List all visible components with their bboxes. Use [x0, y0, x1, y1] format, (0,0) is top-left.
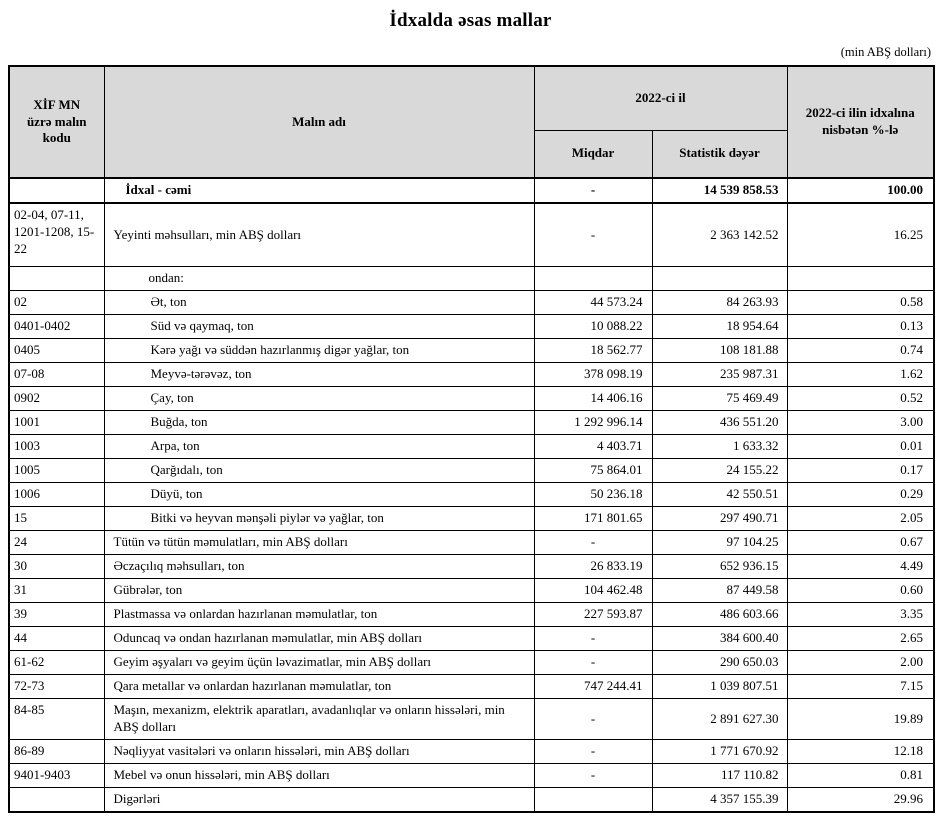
cell-name: Buğda, ton [104, 411, 534, 435]
cell-name: Qara metallar və onlardan hazırlanan məmulatlar, ton [104, 675, 534, 699]
cell-name: İdxal - cəmi [104, 178, 534, 203]
cell-percent: 4.49 [787, 555, 934, 579]
cell-name: Meyvə-tərəvəz, ton [104, 363, 534, 387]
cell-value: 2 363 142.52 [652, 203, 787, 267]
cell-quantity: 44 573.24 [534, 291, 652, 315]
table-row [9, 363, 934, 387]
cell-code: 0405 [9, 339, 104, 363]
cell-quantity: - [534, 651, 652, 675]
cell-quantity: 747 244.41 [534, 675, 652, 699]
cell-code [9, 178, 104, 203]
cell-value: 1 633.32 [652, 435, 787, 459]
cell-value: 87 449.58 [652, 579, 787, 603]
cell-name: ondan: [104, 267, 534, 291]
cell-code: 72-73 [9, 675, 104, 699]
cell-value: 117 110.82 [652, 764, 787, 788]
table-row [9, 387, 934, 411]
cell-name: Ət, ton [104, 291, 534, 315]
cell-name: Nəqliyyat vasitələri və onların hissələri, min ABŞ dolları [104, 740, 534, 764]
cell-quantity: 1 292 996.14 [534, 411, 652, 435]
table-row [9, 603, 934, 627]
page-title: İdxalda əsas mallar [389, 10, 552, 31]
cell-name: Gübrələr, ton [104, 579, 534, 603]
cell-percent: 19.89 [787, 699, 934, 740]
cell-quantity: 10 088.22 [534, 315, 652, 339]
cell-name: Bitki və heyvan mənşəli piylər və yağlar, ton [104, 507, 534, 531]
table-row [9, 459, 934, 483]
table-row [9, 411, 934, 435]
cell-name: Çay, ton [104, 387, 534, 411]
cell-quantity: 4 403.71 [534, 435, 652, 459]
cell-percent: 100.00 [787, 178, 934, 203]
cell-code: 61-62 [9, 651, 104, 675]
cell-code: 07-08 [9, 363, 104, 387]
table-body [9, 178, 934, 812]
cell-quantity: - [534, 203, 652, 267]
cell-percent: 0.13 [787, 315, 934, 339]
cell-quantity: - [534, 740, 652, 764]
cell-value: 84 263.93 [652, 291, 787, 315]
cell-value: 235 987.31 [652, 363, 787, 387]
cell-percent: 2.00 [787, 651, 934, 675]
cell-percent: 16.25 [787, 203, 934, 267]
cell-percent: 3.00 [787, 411, 934, 435]
cell-code: 86-89 [9, 740, 104, 764]
cell-percent: 0.01 [787, 435, 934, 459]
cell-percent: 29.96 [787, 788, 934, 812]
cell-percent: 7.15 [787, 675, 934, 699]
cell-quantity: - [534, 531, 652, 555]
cell-name: Əczaçılıq məhsulları, ton [104, 555, 534, 579]
table-row [9, 267, 934, 291]
cell-code: 0401-0402 [9, 315, 104, 339]
cell-quantity: - [534, 627, 652, 651]
cell-value: 108 181.88 [652, 339, 787, 363]
cell-quantity: 50 236.18 [534, 483, 652, 507]
cell-name: Süd və qaymaq, ton [104, 315, 534, 339]
table-row [9, 203, 934, 267]
cell-percent: 2.05 [787, 507, 934, 531]
cell-name: Düyü, ton [104, 483, 534, 507]
cell-percent: 0.67 [787, 531, 934, 555]
table-row [9, 483, 934, 507]
cell-code: 02-04, 07-11, 1201-1208, 15-22 [9, 203, 104, 267]
unit-note: (min ABŞ dolları) [840, 45, 931, 59]
table-row [9, 315, 934, 339]
cell-percent [787, 267, 934, 291]
header-year-group: 2022-ci il [534, 66, 787, 130]
cell-value: 436 551.20 [652, 411, 787, 435]
cell-value: 652 936.15 [652, 555, 787, 579]
cell-quantity: - [534, 764, 652, 788]
cell-value: 42 550.51 [652, 483, 787, 507]
cell-name: Arpa, ton [104, 435, 534, 459]
table-row [9, 764, 934, 788]
cell-quantity [534, 267, 652, 291]
cell-name: Mebel və onun hissələri, min ABŞ dolları [104, 764, 534, 788]
cell-code: 30 [9, 555, 104, 579]
cell-value: 14 539 858.53 [652, 178, 787, 203]
cell-value: 24 155.22 [652, 459, 787, 483]
cell-quantity [534, 788, 652, 812]
cell-name: Geyim əşyaları və geyim üçün ləvazimatlar, min ABŞ dolları [104, 651, 534, 675]
table-row [9, 555, 934, 579]
cell-value: 290 650.03 [652, 651, 787, 675]
cell-percent: 3.35 [787, 603, 934, 627]
cell-name: Digərləri [104, 788, 534, 812]
cell-quantity: - [534, 699, 652, 740]
cell-percent: 1.62 [787, 363, 934, 387]
cell-name: Tütün və tütün məmulatları, min ABŞ dolları [104, 531, 534, 555]
cell-value: 75 469.49 [652, 387, 787, 411]
table-row [9, 531, 934, 555]
table-row [9, 579, 934, 603]
cell-code: 1003 [9, 435, 104, 459]
header-quantity: Miqdar [534, 130, 652, 178]
cell-percent: 2.65 [787, 627, 934, 651]
cell-value [652, 267, 787, 291]
table-row [9, 788, 934, 812]
header-stat-value: Statistik dəyər [652, 130, 787, 178]
cell-value: 297 490.71 [652, 507, 787, 531]
cell-quantity: 378 098.19 [534, 363, 652, 387]
cell-name: Plastmassa və onlardan hazırlanan məmulatlar, ton [104, 603, 534, 627]
cell-quantity: 14 406.16 [534, 387, 652, 411]
cell-percent: 0.74 [787, 339, 934, 363]
table-row [9, 675, 934, 699]
cell-percent: 12.18 [787, 740, 934, 764]
cell-value: 486 603.66 [652, 603, 787, 627]
header-code: XİF MN üzrə malın kodu [9, 66, 104, 178]
cell-percent: 0.52 [787, 387, 934, 411]
cell-code: 84-85 [9, 699, 104, 740]
cell-code: 24 [9, 531, 104, 555]
cell-quantity: 171 801.65 [534, 507, 652, 531]
cell-code: 44 [9, 627, 104, 651]
cell-percent: 0.60 [787, 579, 934, 603]
cell-code: 02 [9, 291, 104, 315]
cell-code: 9401-9403 [9, 764, 104, 788]
cell-quantity: 18 562.77 [534, 339, 652, 363]
table-row [9, 740, 934, 764]
cell-percent: 0.29 [787, 483, 934, 507]
header-percent: 2022-ci ilin idxalına nisbətən %-lə [787, 66, 934, 178]
cell-value: 18 954.64 [652, 315, 787, 339]
cell-value: 384 600.40 [652, 627, 787, 651]
cell-value: 2 891 627.30 [652, 699, 787, 740]
cell-value: 97 104.25 [652, 531, 787, 555]
table-header [9, 66, 934, 178]
table-row [9, 627, 934, 651]
cell-code: 1006 [9, 483, 104, 507]
cell-quantity: - [534, 178, 652, 203]
table-row [9, 339, 934, 363]
cell-name: Kərə yağı və süddən hazırlanmış digər yağlar, ton [104, 339, 534, 363]
cell-quantity: 104 462.48 [534, 579, 652, 603]
cell-code: 31 [9, 579, 104, 603]
cell-code [9, 788, 104, 812]
cell-code [9, 267, 104, 291]
table-row [9, 507, 934, 531]
cell-percent: 0.58 [787, 291, 934, 315]
cell-value: 4 357 155.39 [652, 788, 787, 812]
table-row [9, 178, 934, 203]
cell-code: 15 [9, 507, 104, 531]
imports-table [8, 65, 935, 813]
cell-percent: 0.81 [787, 764, 934, 788]
header-name: Malın adı [104, 66, 534, 178]
cell-value: 1 039 807.51 [652, 675, 787, 699]
table-row [9, 699, 934, 740]
cell-quantity: 227 593.87 [534, 603, 652, 627]
cell-name: Maşın, mexanizm, elektrik aparatları, avadanlıqlar və onların hissələri, min ABŞ dolları [104, 699, 534, 740]
cell-code: 0902 [9, 387, 104, 411]
cell-name: Yeyinti məhsulları, min ABŞ dolları [104, 203, 534, 267]
cell-percent: 0.17 [787, 459, 934, 483]
cell-code: 1005 [9, 459, 104, 483]
table-row [9, 435, 934, 459]
cell-code: 1001 [9, 411, 104, 435]
cell-value: 1 771 670.92 [652, 740, 787, 764]
cell-code: 39 [9, 603, 104, 627]
cell-quantity: 75 864.01 [534, 459, 652, 483]
cell-name: Oduncaq və ondan hazırlanan məmulatlar, min ABŞ dolları [104, 627, 534, 651]
cell-name: Qarğıdalı, ton [104, 459, 534, 483]
table-row [9, 291, 934, 315]
table-row [9, 651, 934, 675]
cell-quantity: 26 833.19 [534, 555, 652, 579]
